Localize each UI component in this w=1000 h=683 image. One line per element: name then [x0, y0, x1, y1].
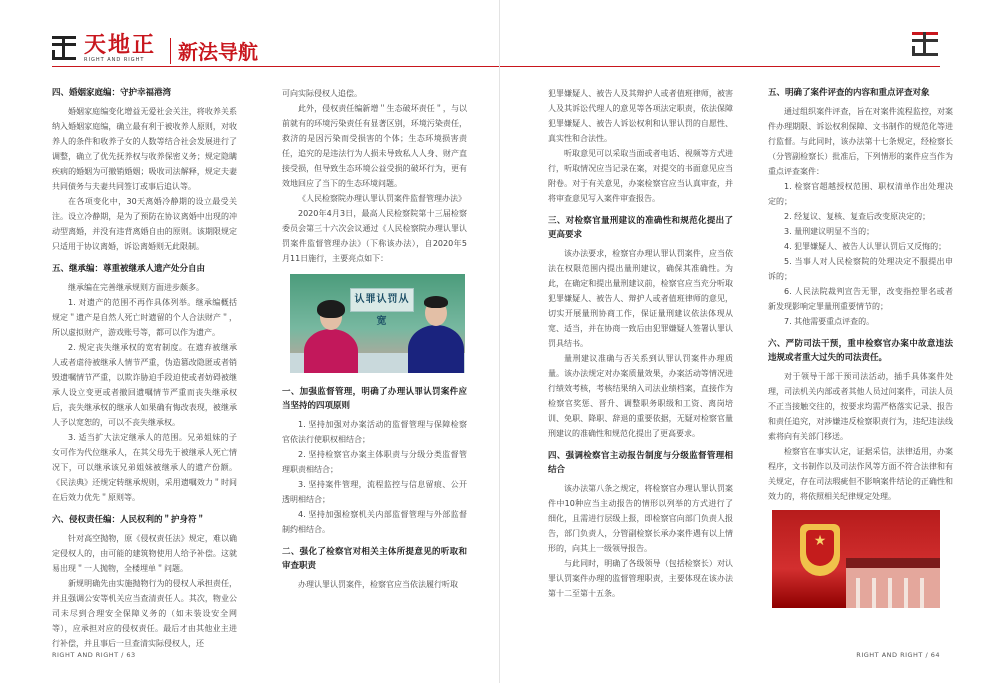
- paragraph: 可向实际侵权人追偿。: [282, 89, 362, 98]
- paragraph: 1. 检察官超越授权范围、职权清单作出处理决定的；: [768, 182, 953, 206]
- paragraph: 1. 对遗产的范围不再作具体列举。继承编概括规定＂遗产是自然人死亡时遗留的个人合法财产＂，所以虚拟财产，游戏账号等，都可以作为遗产。: [52, 298, 237, 337]
- paragraph: 犯罪嫌疑人、被告人及其辩护人或者值班律师，被害人及其诉讼代理人的意见等各项法定职责，依法保障犯罪嫌疑人、被告人诉讼权利和认罪认罚的自愿性、真实性和合法性。: [548, 89, 733, 143]
- photo-board: [350, 288, 414, 327]
- column-4: [768, 86, 953, 608]
- section-heading: 六、严防司法干预，重申检察官办案中故意违法违规或者重大过失的司法责任。: [768, 339, 953, 363]
- paragraph: 听取意见可以采取当面或者电话、视频等方式进行，听取情况应当记录在案，对提交的书面意见应当附卷。对于有关意见，办案检察官应当认真审查，并将审查意见写入案件审查报告。: [548, 149, 733, 203]
- paragraph: 检察官在事实认定，证据采信，法律适用，办案程序，文书制作以及司法作风等方面不符合法律和有关规定，存在司法瑕疵但不影响案件结论的正确性和效力的，将依照相关纪律规定处理。: [768, 447, 953, 501]
- brand-name: 天地正: [84, 31, 157, 58]
- paragraph: 此外，侵权责任编新增＂生态破坏责任＂，与以前就有的环境污染责任有显著区别，环境污染责任，救济的是因污染而受损害的个体；生态环境损害责任，追究的是违法行为人损未导致私人人身、财产直接受损，但导致生态环境公益受损的破坏行为，更有效地回应了当下的生态环境问题。: [282, 104, 467, 188]
- paragraph: 1. 坚持加强对办案活动的监督管理与保障检察官依法行使职权相结合；: [282, 420, 467, 444]
- section-heading: 四、婚姻家庭编：守护幸福港湾: [52, 88, 172, 98]
- brand-mark-icon: [912, 30, 942, 58]
- paragraph: 3. 适当扩大法定继承人的范围。兄弟姐妹的子女可作为代位继承人，在其父母先于被继承人死亡情况下，可以继承该兄弟姐妹被继承人的遗产份额。《民法典》还规定转继承规则，采用遗嘱效力＂时间在后效力优先＂原则等。: [52, 433, 237, 502]
- paragraph: 新规明确先由实施抛物行为的侵权人承担责任，并且强调公安等机关应当查清责任人。其次，物业公司未尽到合理安全保障义务的（如未装设安全网等），应承担对应的侵权责任。最后才由其他业主进行补偿，并且事后一旦查清实际侵权人，还: [52, 579, 237, 648]
- paragraph: 2020年4月3日，最高人民检察院第十三届检察委员会第三十六次会议通过《人民检察院办理认罪认罚案件监督管理办法》（下称该办法），自2020年5月11日施行，主要亮点如下：: [282, 209, 467, 263]
- column-2: [282, 86, 467, 592]
- section-title: 新法导航: [178, 40, 258, 64]
- section-heading: 五、继承编：尊重被继承人遗产处分自由: [52, 264, 206, 274]
- paragraph: 6. 人民法院裁判宣告无罪，改变指控罪名或者新发现影响定罪量刑重要情节的；: [768, 287, 953, 311]
- paragraph: 7. 其他需要重点评查的。: [784, 317, 875, 326]
- column-4-text: [768, 86, 953, 504]
- procuratorate-emblem-image: [772, 510, 940, 608]
- emblem-shield-icon: ★: [800, 524, 840, 576]
- column-2-top: [282, 86, 467, 266]
- paragraph: 4. 犯罪嫌疑人、被告人认罪认罚后又反悔的；: [784, 242, 947, 251]
- section-heading: 五、明确了案件评查的内容和重点评查对象: [768, 88, 930, 98]
- column-3: [548, 86, 733, 601]
- paragraph: 在各项变化中，30天离婚冷静期的设立最受关注。设立冷静期，是为了预防在协议离婚中出现的冲动型离婚，并没有违背离婚自由的原则。该期限规定只适用于协议离婚，诉讼离婚则无此限制。: [52, 197, 237, 251]
- paragraph: 《人民检察院办理认罪认罚案件监督管理办法》: [298, 194, 466, 203]
- section-heading: 一、加强监督管理，明确了办理认罪认罚案件应当坚持的四项原则: [282, 387, 467, 411]
- section-heading: 三、对检察官量刑建议的准确性和规范化提出了更高要求: [548, 216, 733, 240]
- header-rule: [52, 66, 500, 67]
- section-heading: 二、强化了检察官对相关主体所提意见的听取和审查职责: [282, 547, 467, 571]
- right-page: [500, 0, 1000, 683]
- section-heading: 六、侵权责任编：人民权利的＂护身符＂: [52, 515, 206, 525]
- page-footer-left: RIGHT AND RIGHT / 63: [52, 651, 136, 659]
- paragraph: 该办法第八条之规定，将检察官办理认罪认罚案件中10种应当主动报告的情形以列举的方式进行了细化，且需进行层级上报，即检察官向部门负责人报告，部门负责人，分管副检察长承办案件遇有以上情形的，向其上一级领导报告。: [548, 484, 733, 553]
- paragraph: 与此同时，明确了各级领导（包括检察长）对认罪认罚案件办理的监督管理职责，主要体现在该办法第十二至第十五条。: [548, 559, 733, 598]
- paragraph: 对于领导干部干预司法活动，插手具体案件处理，司法机关内部或者其他人员过问案件，司法人员不正当接触交往的，按要求均需严格落实记录、报告和责任追究，对涉嫌违反检察职责行为，违纪违法线索将向有关部门移送。: [768, 372, 953, 441]
- paragraph: 量刑建议准确与否关系到认罪认罚案件办理质量。该办法规定对办案质量效果，办案活动等情况进行绩效考核，考核结果纳入司法业绩档案，直接作为检察官奖惩、晋升、调整职务职级和工资、离岗培训、免职、降职、辞退的重要依据，无疑对检察官量刑建议的准确性和规范化提出了更高要求。: [548, 354, 733, 438]
- page-footer-right: RIGHT AND RIGHT / 64: [856, 651, 940, 659]
- column-2-bottom: [282, 385, 467, 592]
- paragraph: 2. 规定丧失继承权的宽宥制度。在遗弃被继承人或者虐待被继承人情节严重，伪造篡改隐匿或者销毁遗嘱情节严重，以欺诈胁迫手段迫使或者妨碍被继承人设立变更或者撤回遗嘱情节严重而丧失继承权后，丧失继承权的继承人如果确有悔改表现，被继承人予以宽恕的，可以不丧失继承权。: [52, 343, 237, 427]
- photo-board-text: 认罪认罚从宽: [354, 294, 410, 327]
- header-separator: [170, 38, 171, 64]
- paragraph: 继承编在完善继承规则方面进步颇多。: [68, 283, 204, 292]
- paragraph: 该办法要求，检察官办理认罪认罚案件，应当依法在权限范围内提出量刑建议，确保其准确性。为此，在确定和提出量刑建议前，检察官应当充分听取犯罪嫌疑人、被告人、辩护人或者值班律师的意见，切实开展量刑协商工作，保证量刑建议依法体现从宽、适当，并在协商一致后由犯罪嫌疑人签署认罪认罚具结书。: [548, 249, 733, 348]
- paragraph: 针对高空抛物，原《侵权责任法》规定，难以确定侵权人的，由可能的建筑物使用人给予补偿。这就易出现＂一人抛物，全楼埋单＂问题。: [52, 534, 237, 573]
- brand-logo: [52, 30, 156, 66]
- brand-mark-icon: [52, 34, 80, 62]
- paragraph: 4. 坚持加强检察机关内部监督管理与外部监督制约相结合。: [282, 510, 467, 534]
- paragraph: 通过组织案件评查，旨在对案件流程监控，对案件办理期限、诉讼权利保障、文书制作的规范化等进行监督。与此同时，该办法第十七条规定，经检察长（分管副检察长）批准后，下列情形的案件应当作为重点评查案件：: [768, 107, 953, 176]
- paragraph: 2. 经复议、复核、复查后改变原决定的；: [784, 212, 931, 221]
- brand-subtitle: RIGHT AND RIGHT: [84, 56, 145, 63]
- section-heading: 四、强调检察官主动报告制度与分级监督管理相结合: [548, 451, 733, 475]
- paragraph: 办理认罪认罚案件，检察官应当依法履行听取: [298, 580, 458, 589]
- paragraph: 5. 当事人对人民检察院的处理决定不服提出申诉的；: [768, 257, 953, 281]
- column-1: [52, 86, 237, 651]
- paragraph: 2. 坚持检察官办案主体职责与分级分类监督管理职责相结合；: [282, 450, 467, 474]
- paragraph: 婚姻家庭编变化增益无爱社会关注，将收养关系纳入婚姻家庭编，确立最有利于被收养人原则，对收养人的条件和收养子女的人数等结合社会发展进行了调整，确立了优先抚养权与收养保密义务；规定隐瞒疾病的婚姻为可撤销婚姻；吸收司法解释，规定夫妻共同债务与夫妻共同签订或事后追认等。: [52, 107, 237, 191]
- paragraph: 3. 坚持案件管理，流程监控与信息留痕、公开透明相结合；: [282, 480, 467, 504]
- header-rule-right: [500, 66, 940, 67]
- news-anchor-photo: [290, 274, 465, 373]
- paragraph: 3. 量刑建议明显不当的；: [784, 227, 875, 236]
